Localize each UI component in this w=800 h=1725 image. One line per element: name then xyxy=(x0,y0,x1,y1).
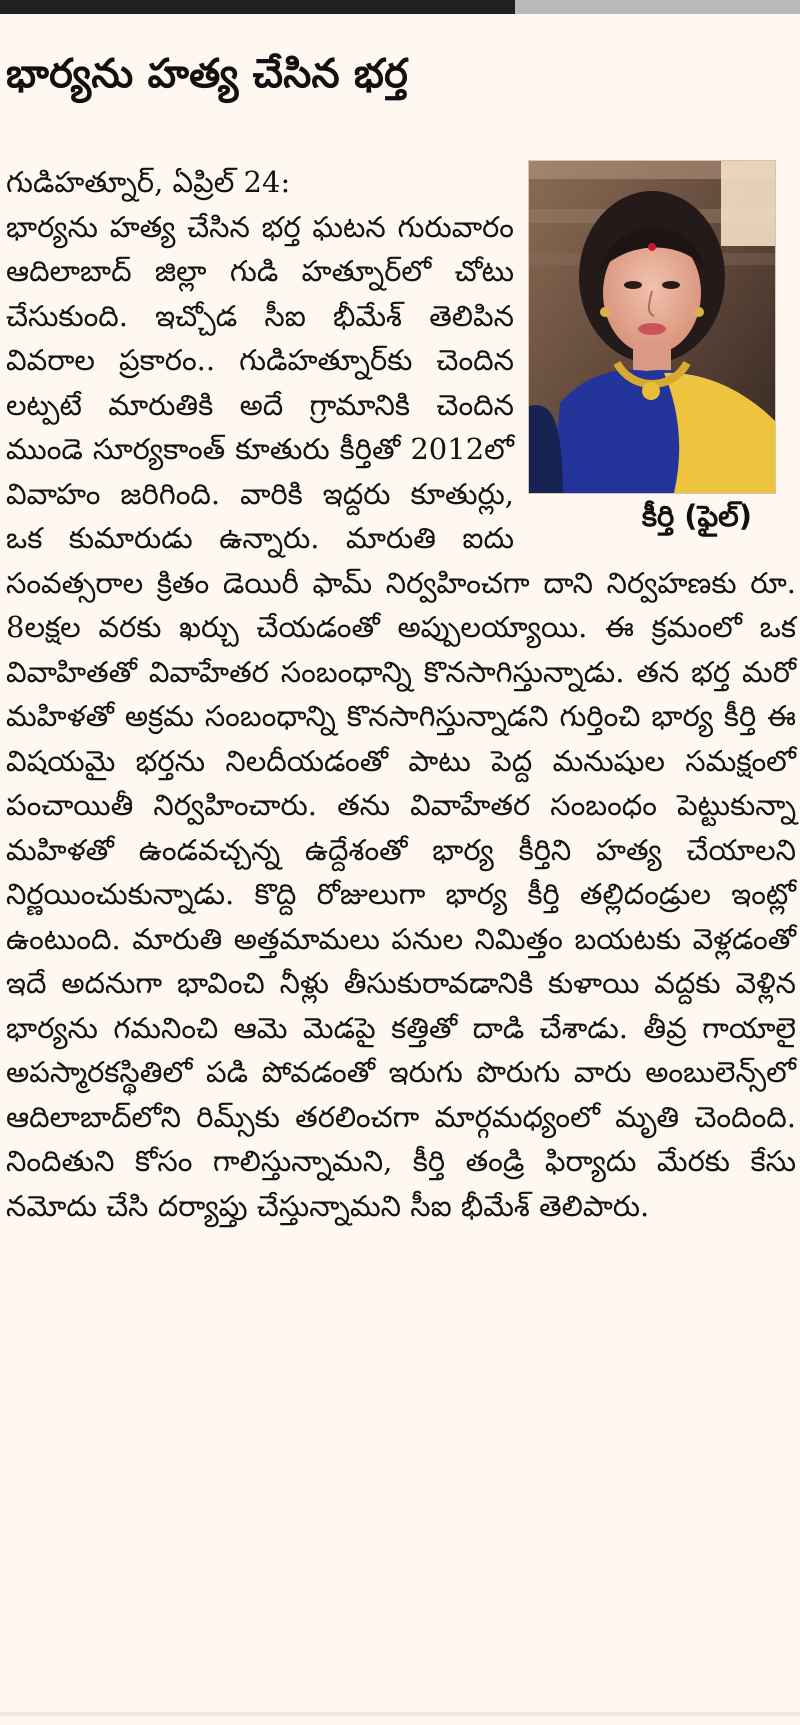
bottom-rule xyxy=(0,1712,800,1716)
photo-caption: కీర్తి (ఫైల్) xyxy=(641,499,752,533)
photo-figure xyxy=(526,160,796,549)
top-bar-dark-segment xyxy=(0,0,515,14)
article-body-text: భార్యను హత్య చేసిన భర్త ఘటన గురువారం ఆదిలాబాద్ జిల్లా గుడి హత్నూర్‌లో చోటు చేసుకుంది. ఇచ్చోడ సీఐ భీమేశ్ తెలిపిన వివరాల ప్రకారం.. గుడిహత్నూర్‌కు చెందిన లట్పటే మారుతికి అదే గ్రామానికి చెందిన ముండె సూర్యకాంత్ కూతురు కీర్తితో 2012లో వివాహం జరిగింది. వారికి ఇద్దరు కూతుర్లు, ఒక కుమారుడు ఉన్నారు. మారుతి ఐదు సంవత్సరాల క్రితం డెయిరీ ఫామ్ నిర్వహించగా దాని నిర్వహణకు రూ. 8లక్షల వరకు ఖర్చు చేయడంతో అప్పులయ్యాయి. ఈ క్రమంలో ఒక వివాహితతో వివాహేతర సంబంధాన్ని కొనసాగిస్తున్నాడు. తన భర్త మరో మహిళతో అక్రమ సంబంధాన్ని కొనసాగిస్తున్నాడని గుర్తించి భార్య కీర్తి ఈ విషయమై భర్తను నిలదీయడంతో పాటు పెద్ద మనుషుల సమక్షంలో పంచాయితీ నిర్వహించారు. తను వివాహేతర సంబంధం పెట్టుకున్నా మహిళతో ఉండవచ్చన్న ఉద్దేశంతో భార్య కీర్తిని హత్య చేయాలని నిర్ణయించుకున్నాడు. కొద్ది రోజులుగా భార్య కీర్తి తల్లిదండ్రుల ఇంట్లో ఉంటుంది. మారుతి అత్తమామలు పనుల నిమిత్తం బయటకు వెళ్లడంతో ఇదే అదనుగా భావించి నీళ్లు తీసుకురావడానికి కుళాయి వద్దకు వెళ్లిన భార్యను గమనించి ఆమె మెడపై కత్తితో దాడి చేశాడు. తీవ్ర గాయాలై అపస్మారకస్థితిలో పడి పోవడంతో ఇరుగు పొరుగు వారు అంబులెన్స్‌లో ఆదిలాబాద్‌లోని రిమ్స్‌కు తరలించగా మార్గమధ్యంలో మృతి చెందింది. నిందితుని కోసం గాలిస్తున్నామని, కీర్తి తండ్రి ఫిర్యాదు మేరకు కేసు నమోదు చేసి దర్యాప్తు చేస్తున్నామని సీఐ భీమేశ్ తెలిపారు. xyxy=(6,209,796,1223)
portrait-illustration xyxy=(529,161,775,493)
article-headline: భార్యను హత్య చేసిన భర్త xyxy=(6,51,409,97)
article-body-container xyxy=(6,160,796,1228)
woman-portrait-photo xyxy=(528,160,776,494)
dateline: గుడిహత్నూర్, ఏప్రిల్ 24: xyxy=(6,165,291,199)
top-bar xyxy=(0,0,800,14)
